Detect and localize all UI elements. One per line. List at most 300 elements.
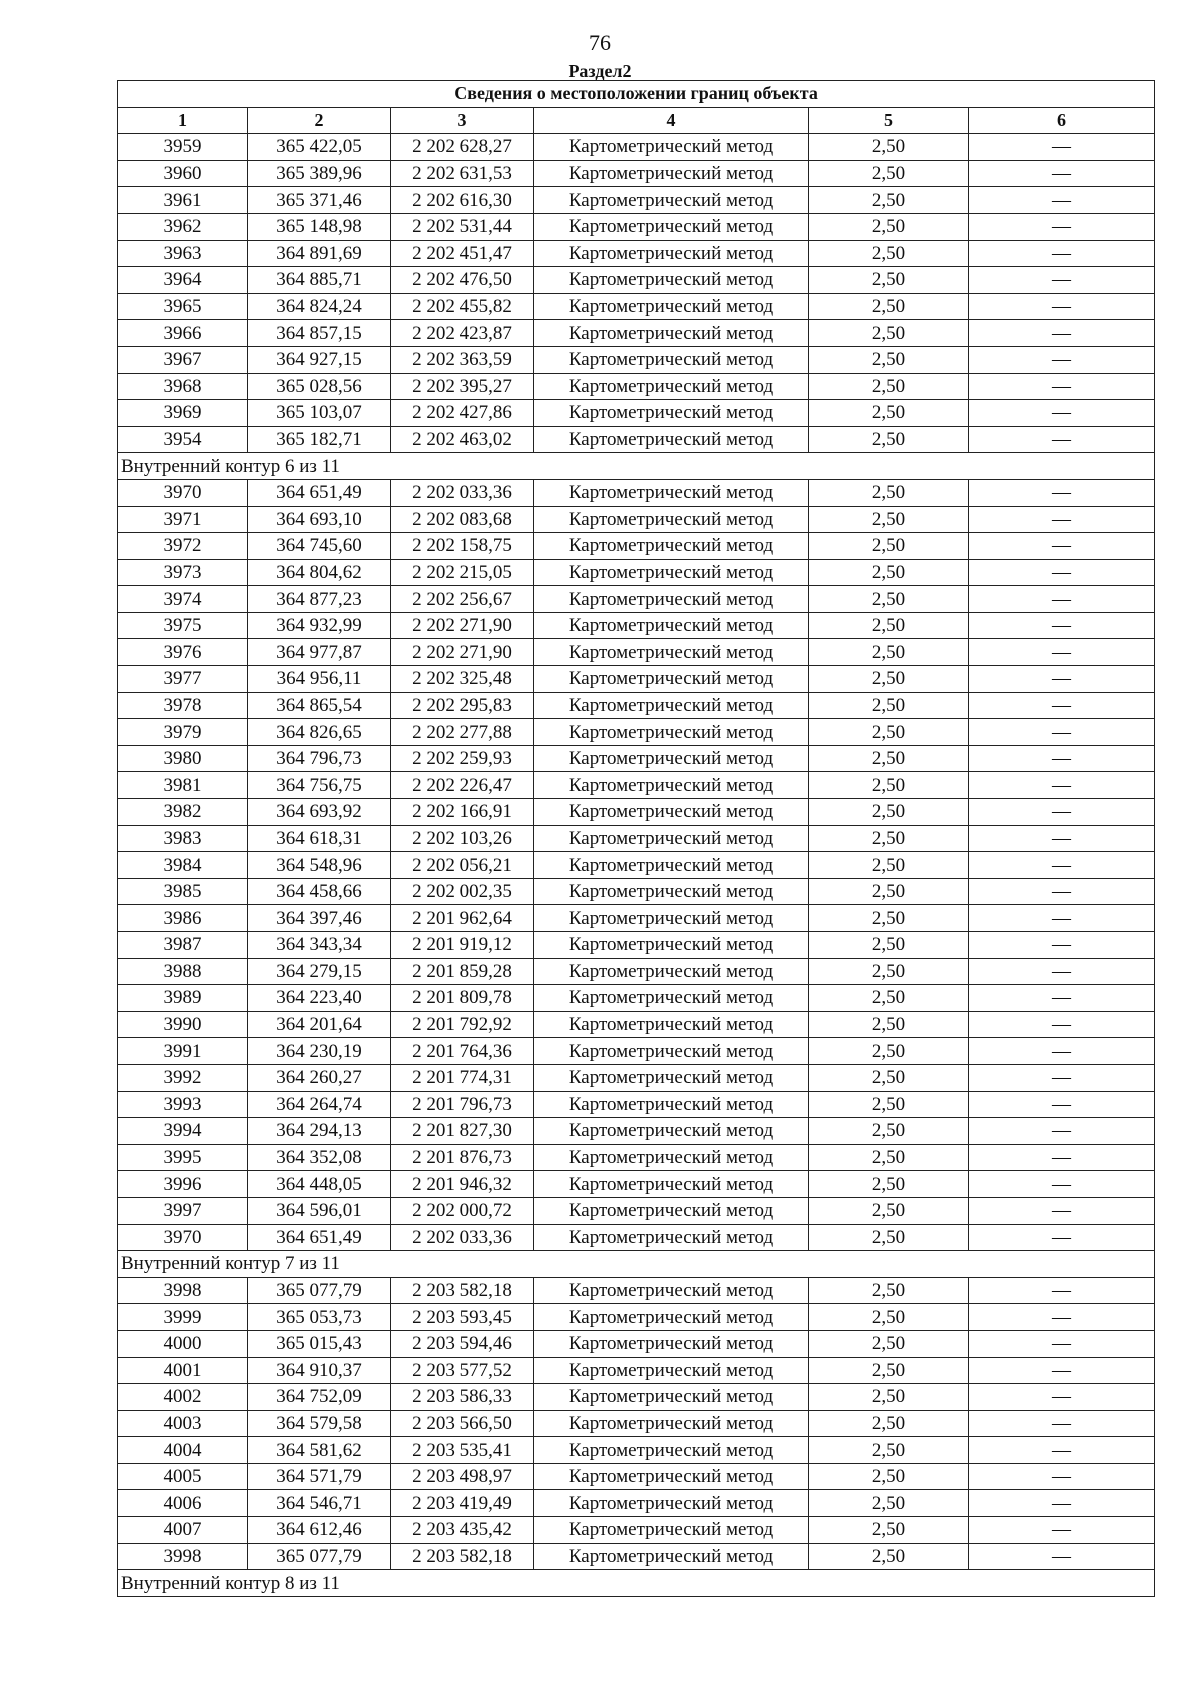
table-cell: 2 203 535,41 xyxy=(391,1437,534,1464)
table-cell: 3968 xyxy=(118,373,248,400)
table-row xyxy=(118,852,1155,879)
table-cell: — xyxy=(969,1410,1155,1437)
table-cell: 3978 xyxy=(118,692,248,719)
table-cell: — xyxy=(969,1091,1155,1118)
table-row xyxy=(118,267,1155,294)
table-cell: — xyxy=(969,878,1155,905)
table-cell: — xyxy=(969,293,1155,320)
table-cell: 2 201 792,92 xyxy=(391,1011,534,1038)
table-cell: 2,50 xyxy=(809,692,969,719)
table-cell: 3999 xyxy=(118,1304,248,1331)
table-cell: 364 693,92 xyxy=(248,799,391,826)
table-cell: 2,50 xyxy=(809,559,969,586)
table-cell: 364 977,87 xyxy=(248,639,391,666)
table-cell: 4005 xyxy=(118,1463,248,1490)
table-row xyxy=(118,1224,1155,1251)
table-row xyxy=(118,1330,1155,1357)
table-cell: 3993 xyxy=(118,1091,248,1118)
table-cell: 3996 xyxy=(118,1171,248,1198)
table-row xyxy=(118,1091,1155,1118)
table-cell: — xyxy=(969,1277,1155,1304)
table-cell: 3997 xyxy=(118,1197,248,1224)
table-cell: — xyxy=(969,719,1155,746)
table-cell: 2 202 455,82 xyxy=(391,293,534,320)
table-cell: 364 397,46 xyxy=(248,905,391,932)
table-cell: Картометрический метод xyxy=(534,985,809,1012)
table-cell: — xyxy=(969,1437,1155,1464)
table-cell: 2 202 631,53 xyxy=(391,160,534,187)
table-cell: — xyxy=(969,320,1155,347)
table-cell: 3980 xyxy=(118,745,248,772)
table-cell: Картометрический метод xyxy=(534,825,809,852)
table-cell: 364 804,62 xyxy=(248,559,391,586)
table-cell: 2 202 226,47 xyxy=(391,772,534,799)
table-row xyxy=(118,692,1155,719)
table-cell: 2 202 325,48 xyxy=(391,666,534,693)
table-cell: 4001 xyxy=(118,1357,248,1384)
table-row xyxy=(118,905,1155,932)
table-cell: 2,50 xyxy=(809,1197,969,1224)
table-caption: Сведения о местоположении границ объекта xyxy=(118,81,1155,108)
table-cell: 3982 xyxy=(118,799,248,826)
table-cell: Картометрический метод xyxy=(534,612,809,639)
table-cell: — xyxy=(969,187,1155,214)
table-cell: Картометрический метод xyxy=(534,293,809,320)
table-row xyxy=(118,799,1155,826)
table-row xyxy=(118,1410,1155,1437)
table-cell: Картометрический метод xyxy=(534,559,809,586)
table-cell: Картометрический метод xyxy=(534,1224,809,1251)
table-cell: Картометрический метод xyxy=(534,692,809,719)
table-body xyxy=(118,134,1155,1597)
table-cell: 3962 xyxy=(118,213,248,240)
table-cell: 2,50 xyxy=(809,400,969,427)
table-cell: 364 260,27 xyxy=(248,1064,391,1091)
table-cell: 2,50 xyxy=(809,213,969,240)
table-row xyxy=(118,373,1155,400)
table-cell: 364 932,99 xyxy=(248,612,391,639)
column-header: 1 xyxy=(118,107,248,134)
table-cell: 3998 xyxy=(118,1277,248,1304)
table-cell: — xyxy=(969,1011,1155,1038)
table-cell: — xyxy=(969,825,1155,852)
table-cell: 2 201 809,78 xyxy=(391,985,534,1012)
table-row xyxy=(118,479,1155,506)
table-cell: — xyxy=(969,1224,1155,1251)
table-cell: 2,50 xyxy=(809,799,969,826)
table-cell: 2,50 xyxy=(809,1277,969,1304)
table-cell: 4006 xyxy=(118,1490,248,1517)
table-cell: 364 223,40 xyxy=(248,985,391,1012)
table-cell: Картометрический метод xyxy=(534,533,809,560)
table-cell: 2,50 xyxy=(809,1171,969,1198)
contour-label: Внутренний контур 8 из 11 xyxy=(118,1570,1155,1597)
table-cell: 2 202 033,36 xyxy=(391,479,534,506)
table-cell: 364 651,49 xyxy=(248,479,391,506)
table-cell: Картометрический метод xyxy=(534,426,809,453)
table-cell: 365 182,71 xyxy=(248,426,391,453)
table-cell: 2,50 xyxy=(809,985,969,1012)
table-cell: 3966 xyxy=(118,320,248,347)
table-cell: Картометрический метод xyxy=(534,745,809,772)
table-cell: 364 826,65 xyxy=(248,719,391,746)
table-cell: 2 203 419,49 xyxy=(391,1490,534,1517)
table-cell: 3961 xyxy=(118,187,248,214)
column-header: 6 xyxy=(969,107,1155,134)
table-cell: — xyxy=(969,1517,1155,1544)
table-cell: 2,50 xyxy=(809,1038,969,1065)
table-cell: 2,50 xyxy=(809,1490,969,1517)
table-cell: — xyxy=(969,1384,1155,1411)
table-cell: Картометрический метод xyxy=(534,719,809,746)
table-cell: Картометрический метод xyxy=(534,1064,809,1091)
table-row xyxy=(118,240,1155,267)
table-cell: — xyxy=(969,1038,1155,1065)
table-cell: 364 458,66 xyxy=(248,878,391,905)
table-cell: — xyxy=(969,1357,1155,1384)
table-cell: 2 201 946,32 xyxy=(391,1171,534,1198)
table-cell: 2,50 xyxy=(809,1384,969,1411)
table-cell: Картометрический метод xyxy=(534,666,809,693)
table-cell: Картометрический метод xyxy=(534,479,809,506)
table-row xyxy=(118,346,1155,373)
table-cell: 2,50 xyxy=(809,1091,969,1118)
table-cell: 2,50 xyxy=(809,506,969,533)
table-cell: 364 877,23 xyxy=(248,586,391,613)
table-cell: 2 203 594,46 xyxy=(391,1330,534,1357)
table-cell: 364 579,58 xyxy=(248,1410,391,1437)
table-cell: — xyxy=(969,666,1155,693)
table-cell: 3970 xyxy=(118,479,248,506)
table-cell: 364 756,75 xyxy=(248,772,391,799)
table-cell: — xyxy=(969,639,1155,666)
table-row xyxy=(118,745,1155,772)
table-row xyxy=(118,426,1155,453)
table-cell: 2,50 xyxy=(809,1410,969,1437)
table-cell: — xyxy=(969,267,1155,294)
table-cell: 2,50 xyxy=(809,1224,969,1251)
table-cell: 2 202 395,27 xyxy=(391,373,534,400)
contour-label-row xyxy=(118,453,1155,480)
table-cell: Картометрический метод xyxy=(534,852,809,879)
table-cell: 2 202 423,87 xyxy=(391,320,534,347)
table-cell: 365 077,79 xyxy=(248,1543,391,1570)
contour-label-row xyxy=(118,1570,1155,1597)
table-cell: 364 448,05 xyxy=(248,1171,391,1198)
table-cell: 2 201 919,12 xyxy=(391,932,534,959)
table-cell: 3990 xyxy=(118,1011,248,1038)
table-row xyxy=(118,1064,1155,1091)
table-row xyxy=(118,187,1155,214)
table-row xyxy=(118,612,1155,639)
table-cell: 2 202 363,59 xyxy=(391,346,534,373)
table-cell: 2 202 628,27 xyxy=(391,134,534,161)
table-cell: 2,50 xyxy=(809,905,969,932)
table-cell: 2,50 xyxy=(809,1304,969,1331)
table-row xyxy=(118,586,1155,613)
table-cell: 2 201 859,28 xyxy=(391,958,534,985)
table-cell: — xyxy=(969,1171,1155,1198)
table-row xyxy=(118,825,1155,852)
table-cell: 364 264,74 xyxy=(248,1091,391,1118)
table-cell: Картометрический метод xyxy=(534,134,809,161)
contour-label: Внутренний контур 7 из 11 xyxy=(118,1251,1155,1278)
table-row xyxy=(118,1038,1155,1065)
table-cell: 2,50 xyxy=(809,346,969,373)
table-cell: 2 202 271,90 xyxy=(391,612,534,639)
table-cell: 2 202 277,88 xyxy=(391,719,534,746)
table-cell: 2,50 xyxy=(809,1463,969,1490)
table-cell: Картометрический метод xyxy=(534,400,809,427)
table-cell: 3959 xyxy=(118,134,248,161)
table-cell: 364 279,15 xyxy=(248,958,391,985)
table-cell: 2,50 xyxy=(809,1064,969,1091)
table-cell: Картометрический метод xyxy=(534,1490,809,1517)
table-cell: 2,50 xyxy=(809,1330,969,1357)
table-cell: 365 389,96 xyxy=(248,160,391,187)
table-cell: — xyxy=(969,1463,1155,1490)
table-cell: — xyxy=(969,533,1155,560)
table-cell: 364 745,60 xyxy=(248,533,391,560)
table-row xyxy=(118,1011,1155,1038)
table-cell: 364 693,10 xyxy=(248,506,391,533)
table-cell: 2 201 796,73 xyxy=(391,1091,534,1118)
table-cell: Картометрический метод xyxy=(534,1437,809,1464)
table-cell: 2 201 827,30 xyxy=(391,1118,534,1145)
table-cell: Картометрический метод xyxy=(534,373,809,400)
table-cell: 2 202 476,50 xyxy=(391,267,534,294)
table-cell: — xyxy=(969,240,1155,267)
table-cell: Картометрический метод xyxy=(534,586,809,613)
table-cell: 2,50 xyxy=(809,719,969,746)
table-cell: 3954 xyxy=(118,426,248,453)
table-row xyxy=(118,533,1155,560)
table-cell: 2 202 295,83 xyxy=(391,692,534,719)
table-cell: 2,50 xyxy=(809,745,969,772)
table-cell: 364 865,54 xyxy=(248,692,391,719)
table-cell: 2 202 531,44 xyxy=(391,213,534,240)
table-cell: 2,50 xyxy=(809,533,969,560)
table-cell: — xyxy=(969,745,1155,772)
table-cell: 3979 xyxy=(118,719,248,746)
table-row xyxy=(118,1304,1155,1331)
table-cell: Картометрический метод xyxy=(534,240,809,267)
table-cell: 3995 xyxy=(118,1144,248,1171)
table-cell: 4004 xyxy=(118,1437,248,1464)
table-cell: — xyxy=(969,1304,1155,1331)
table-cell: — xyxy=(969,1543,1155,1570)
table-cell: — xyxy=(969,852,1155,879)
column-header: 4 xyxy=(534,107,809,134)
table-cell: 2 201 774,31 xyxy=(391,1064,534,1091)
table-cell: 2 202 451,47 xyxy=(391,240,534,267)
table-cell: 3964 xyxy=(118,267,248,294)
column-header: 2 xyxy=(248,107,391,134)
table-cell: 2,50 xyxy=(809,612,969,639)
table-caption-row xyxy=(118,81,1155,108)
table-cell: 3985 xyxy=(118,878,248,905)
table-cell: 3960 xyxy=(118,160,248,187)
table-row xyxy=(118,1197,1155,1224)
table-cell: 2,50 xyxy=(809,1118,969,1145)
table-cell: — xyxy=(969,1118,1155,1145)
table-cell: Картометрический метод xyxy=(534,1384,809,1411)
table-cell: 2 203 435,42 xyxy=(391,1517,534,1544)
table-cell: 2,50 xyxy=(809,267,969,294)
table-row xyxy=(118,559,1155,586)
table-cell: 2,50 xyxy=(809,1437,969,1464)
table-cell: — xyxy=(969,160,1155,187)
table-cell: Картометрический метод xyxy=(534,267,809,294)
table-row xyxy=(118,985,1155,1012)
table-row xyxy=(118,1517,1155,1544)
table-row xyxy=(118,666,1155,693)
table-cell: Картометрический метод xyxy=(534,506,809,533)
table-cell: 2,50 xyxy=(809,639,969,666)
table-cell: — xyxy=(969,799,1155,826)
table-cell: 3986 xyxy=(118,905,248,932)
table-cell: — xyxy=(969,1330,1155,1357)
table-cell: 2,50 xyxy=(809,1517,969,1544)
table-cell: Картометрический метод xyxy=(534,1543,809,1570)
table-cell: 3972 xyxy=(118,533,248,560)
table-cell: 2,50 xyxy=(809,825,969,852)
table-cell: 4000 xyxy=(118,1330,248,1357)
table-cell: 2,50 xyxy=(809,1357,969,1384)
table-cell: 2 202 256,67 xyxy=(391,586,534,613)
table-cell: — xyxy=(969,479,1155,506)
table-cell: 2,50 xyxy=(809,772,969,799)
table-cell: 2 202 463,02 xyxy=(391,426,534,453)
table-cell: 2,50 xyxy=(809,160,969,187)
table-cell: 3967 xyxy=(118,346,248,373)
table-row xyxy=(118,1277,1155,1304)
table-cell: 3987 xyxy=(118,932,248,959)
table-cell: Картометрический метод xyxy=(534,639,809,666)
table-cell: 2,50 xyxy=(809,878,969,905)
column-header: 3 xyxy=(391,107,534,134)
table-cell: Картометрический метод xyxy=(534,1463,809,1490)
table-cell: 364 596,01 xyxy=(248,1197,391,1224)
table-cell: Картометрический метод xyxy=(534,346,809,373)
table-cell: Картометрический метод xyxy=(534,160,809,187)
table-cell: — xyxy=(969,426,1155,453)
table-cell: 3977 xyxy=(118,666,248,693)
table-cell: 364 752,09 xyxy=(248,1384,391,1411)
table-cell: — xyxy=(969,905,1155,932)
table-cell: 3988 xyxy=(118,958,248,985)
table-cell: 364 956,11 xyxy=(248,666,391,693)
table-cell: — xyxy=(969,559,1155,586)
table-cell: Картометрический метод xyxy=(534,1118,809,1145)
table-cell: 364 571,79 xyxy=(248,1463,391,1490)
section-title: Раздел2 xyxy=(568,61,632,81)
table-cell: 2,50 xyxy=(809,426,969,453)
table-cell: 364 546,71 xyxy=(248,1490,391,1517)
table-cell: Картометрический метод xyxy=(534,320,809,347)
table-cell: 2 202 103,26 xyxy=(391,825,534,852)
table-cell: 2 202 083,68 xyxy=(391,506,534,533)
contour-label-row xyxy=(118,1251,1155,1278)
table-cell: 4003 xyxy=(118,1410,248,1437)
table-cell: — xyxy=(969,1197,1155,1224)
table-row xyxy=(118,1118,1155,1145)
table-cell: Картометрический метод xyxy=(534,1304,809,1331)
table-row xyxy=(118,506,1155,533)
table-cell: 2,50 xyxy=(809,320,969,347)
table-cell: 364 201,64 xyxy=(248,1011,391,1038)
table-cell: 3984 xyxy=(118,852,248,879)
table-cell: 2 203 566,50 xyxy=(391,1410,534,1437)
table-cell: Картометрический метод xyxy=(534,772,809,799)
table-cell: 364 824,24 xyxy=(248,293,391,320)
table-row xyxy=(118,772,1155,799)
table-cell: 3994 xyxy=(118,1118,248,1145)
table-cell: — xyxy=(969,985,1155,1012)
table-cell: — xyxy=(969,586,1155,613)
boundary-table xyxy=(117,80,1155,1597)
table-row xyxy=(118,160,1155,187)
table-cell: 2 202 158,75 xyxy=(391,533,534,560)
table-cell: 3974 xyxy=(118,586,248,613)
table-cell: 364 230,19 xyxy=(248,1038,391,1065)
table-cell: Картометрический метод xyxy=(534,1357,809,1384)
table-cell: — xyxy=(969,612,1155,639)
table-cell: 2 203 586,33 xyxy=(391,1384,534,1411)
table-cell: 2,50 xyxy=(809,1144,969,1171)
table-cell: 3973 xyxy=(118,559,248,586)
table-cell: — xyxy=(969,1490,1155,1517)
table-cell: 2,50 xyxy=(809,932,969,959)
table-cell: Картометрический метод xyxy=(534,1144,809,1171)
table-cell: Картометрический метод xyxy=(534,799,809,826)
table-cell: Картометрический метод xyxy=(534,932,809,959)
table-row xyxy=(118,1144,1155,1171)
table-row xyxy=(118,1357,1155,1384)
table-cell: — xyxy=(969,400,1155,427)
table-cell: 2 203 577,52 xyxy=(391,1357,534,1384)
table-cell: — xyxy=(969,1064,1155,1091)
table-cell: 2,50 xyxy=(809,134,969,161)
table-cell: 364 581,62 xyxy=(248,1437,391,1464)
table-cell: 365 015,43 xyxy=(248,1330,391,1357)
table-cell: 2 203 498,97 xyxy=(391,1463,534,1490)
table-row xyxy=(118,639,1155,666)
table-cell: 364 927,15 xyxy=(248,346,391,373)
table-row xyxy=(118,400,1155,427)
table-cell: 2 203 582,18 xyxy=(391,1277,534,1304)
table-row xyxy=(118,1384,1155,1411)
table-cell: — xyxy=(969,692,1155,719)
table-cell: Картометрический метод xyxy=(534,1197,809,1224)
table-cell: 2 203 593,45 xyxy=(391,1304,534,1331)
table-cell: 2,50 xyxy=(809,586,969,613)
table-row xyxy=(118,1437,1155,1464)
table-cell: Картометрический метод xyxy=(534,187,809,214)
table-row xyxy=(118,213,1155,240)
table-cell: 2 202 215,05 xyxy=(391,559,534,586)
table-cell: 3971 xyxy=(118,506,248,533)
table-cell: — xyxy=(969,772,1155,799)
table-cell: — xyxy=(969,134,1155,161)
table-cell: Картометрический метод xyxy=(534,905,809,932)
table-cell: 2,50 xyxy=(809,1543,969,1570)
table-cell: — xyxy=(969,213,1155,240)
table-row xyxy=(118,878,1155,905)
table-cell: 364 891,69 xyxy=(248,240,391,267)
table-cell: 3965 xyxy=(118,293,248,320)
table-cell: Картометрический метод xyxy=(534,1038,809,1065)
